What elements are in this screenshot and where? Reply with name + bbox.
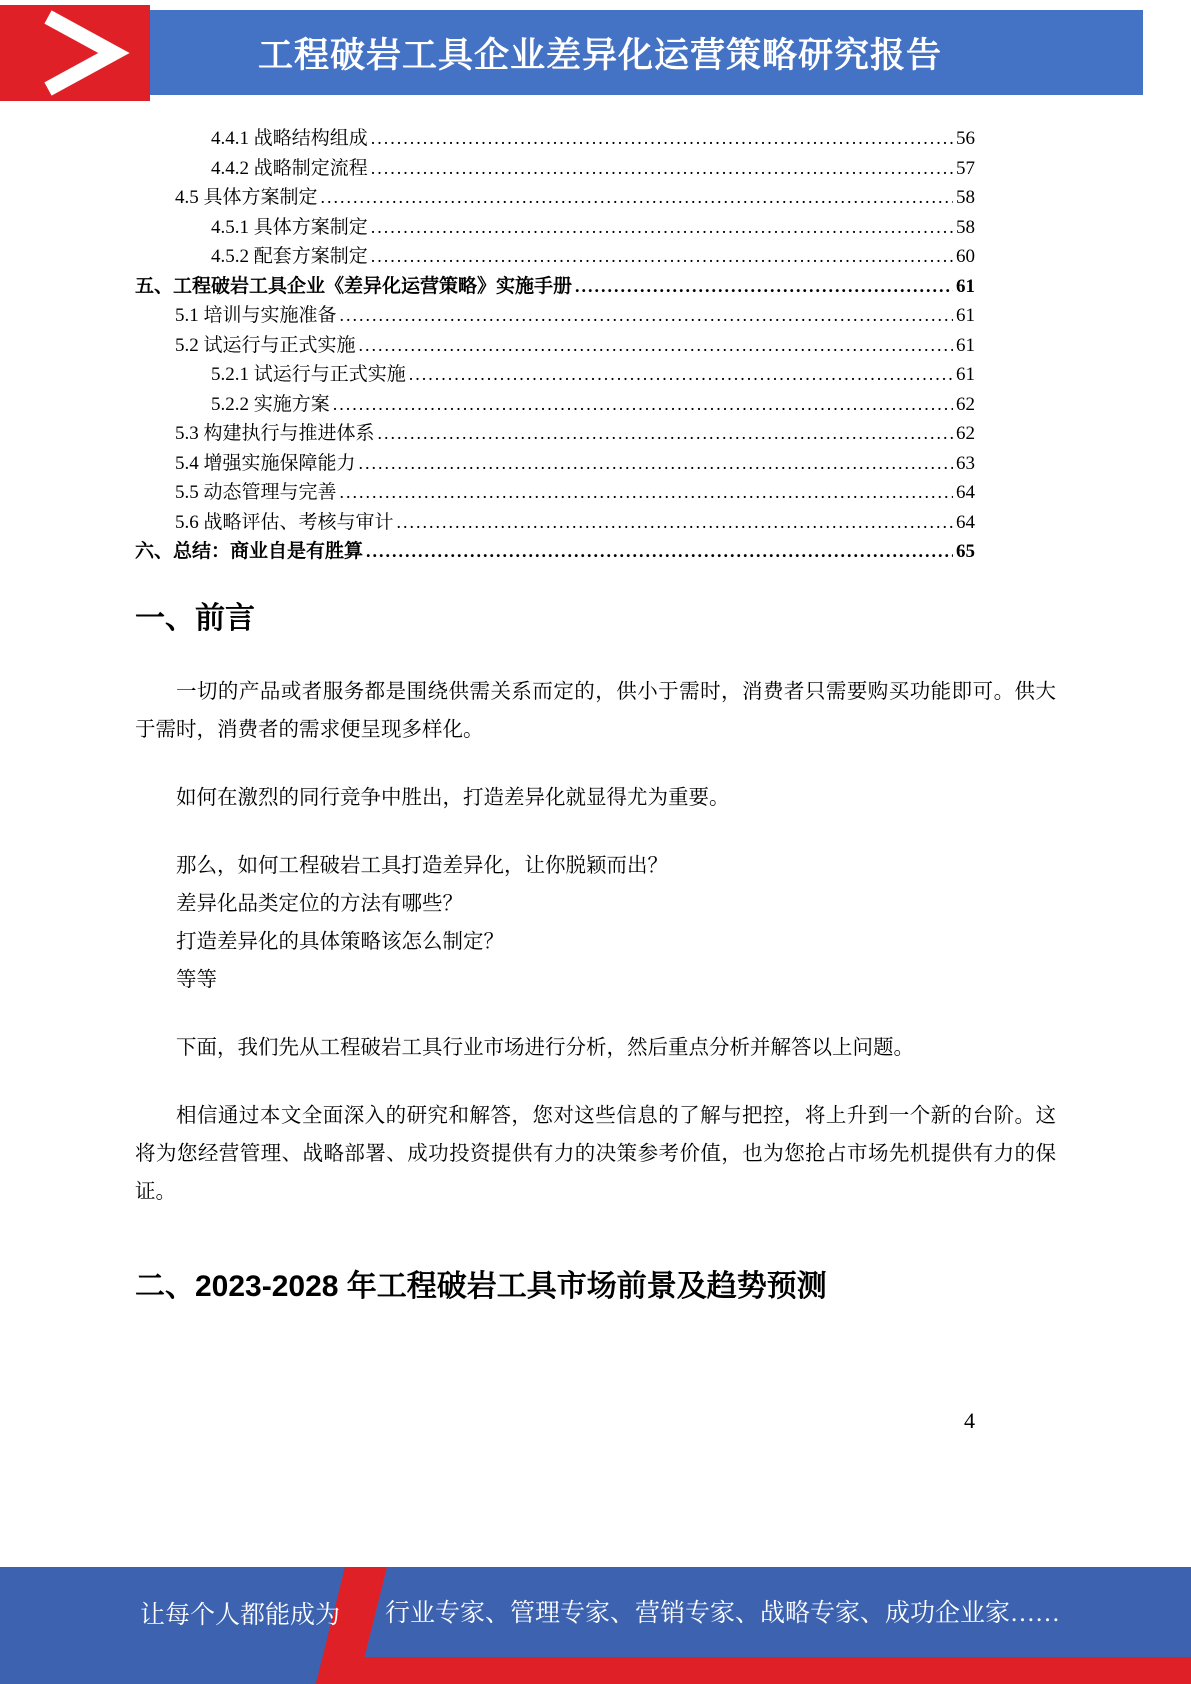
toc-dot-leader <box>409 360 953 390</box>
toc-entry-label: 4.5.2 配套方案制定 <box>211 246 368 267</box>
paragraph: 下面，我们先从工程破岩工具行业市场进行分析，然后重点分析并解答以上问题。 <box>176 1036 914 1059</box>
toc-dot-leader <box>371 242 953 272</box>
toc-entry[interactable] <box>135 390 975 420</box>
toc-entry[interactable] <box>135 419 975 449</box>
toc-entry-page: 64 <box>956 482 975 503</box>
section-heading-market: 二、2023-2028 年工程破岩工具市场前景及趋势预测 <box>135 1269 827 1303</box>
preface-paragraphs <box>135 673 1056 1211</box>
toc-dot-leader <box>371 154 953 184</box>
report-header <box>0 0 1191 112</box>
toc-entry-label: 5.3 构建执行与推进体系 <box>175 423 375 444</box>
toc <box>135 124 975 567</box>
toc-entry-page: 58 <box>956 216 975 238</box>
section-preface <box>135 601 1056 1211</box>
toc-entry-page: 57 <box>956 157 975 179</box>
page-content <box>0 112 1191 1305</box>
toc-entry-page: 63 <box>956 452 975 474</box>
toc-entry-label: 五、工程破岩工具企业《差异化运营策略》实施手册 <box>135 275 573 297</box>
toc-dot-leader <box>575 272 953 302</box>
toc-dot-leader <box>397 508 953 538</box>
toc-entry-label: 5.5 动态管理与完善 <box>175 482 337 503</box>
toc-entry[interactable] <box>135 124 975 154</box>
toc-entry-label: 5.2 试运行与正式实施 <box>175 334 356 356</box>
toc-dot-leader <box>340 301 953 331</box>
toc-entry-label: 六、总结：商业自是有胜算 <box>135 541 364 562</box>
toc-entry-page: 58 <box>956 187 975 208</box>
toc-entry-label: 4.5.1 具体方案制定 <box>211 216 368 238</box>
toc-entry[interactable] <box>135 242 975 272</box>
toc-entry-page: 61 <box>956 275 975 297</box>
toc-entry-label: 4.4.2 战略制定流程 <box>211 157 368 179</box>
toc-entry-label: 5.2.1 试运行与正式实施 <box>211 364 406 385</box>
toc-entry-page: 65 <box>956 541 975 562</box>
paragraph: 差异化品类定位的方法有哪些？ <box>176 892 463 915</box>
toc-entry[interactable] <box>135 360 975 390</box>
toc-entry-label: 5.6 战略评估、考核与审计 <box>175 511 394 533</box>
toc-entry-page: 61 <box>956 364 975 385</box>
page-number: 4 <box>964 1408 975 1433</box>
toc-entry-page: 61 <box>956 334 975 356</box>
toc-entry-label: 5.2.2 实施方案 <box>211 393 330 415</box>
toc-entry[interactable] <box>135 331 975 361</box>
toc-dot-leader <box>371 124 953 154</box>
toc-dot-leader <box>378 419 953 449</box>
paragraph: 等等 <box>176 968 217 991</box>
toc-entry-page: 64 <box>956 511 975 533</box>
toc-entry-label: 4.4.1 战略结构组成 <box>211 128 368 149</box>
toc-entry[interactable] <box>135 508 975 538</box>
toc-dot-leader <box>321 183 953 213</box>
report-title: 工程破岩工具企业差异化运营策略研究报告 <box>257 35 942 75</box>
toc-entry[interactable] <box>135 272 975 302</box>
toc-dot-leader <box>359 331 953 361</box>
footer-slogan-left: 让每个人都能成为 <box>140 1602 341 1629</box>
red-bottom-strip <box>330 1657 1191 1684</box>
toc-entry[interactable] <box>135 449 975 479</box>
paragraph: 那么，如何工程破岩工具打造差异化，让你脱颖而出？ <box>176 854 668 877</box>
footer-slogan-right: 行业专家、管理专家、营销专家、战略专家、成功企业家…… <box>385 1600 1061 1627</box>
toc-entry-label: 5.1 培训与实施准备 <box>175 305 337 326</box>
toc-dot-leader <box>371 213 953 243</box>
toc-entry[interactable] <box>135 537 975 567</box>
toc-entry-page: 62 <box>956 393 975 415</box>
toc-entry-page: 61 <box>956 305 975 326</box>
paragraph: 如何在激烈的同行竞争中胜出，打造差异化就显得尤为重要。 <box>176 786 730 809</box>
toc-entry-label: 4.5 具体方案制定 <box>175 187 318 208</box>
toc-dot-leader <box>340 478 953 508</box>
toc-dot-leader <box>333 390 953 420</box>
toc-entry-page: 62 <box>956 423 975 444</box>
toc-dot-leader <box>359 449 953 479</box>
toc-entry[interactable] <box>135 478 975 508</box>
toc-entry[interactable] <box>135 154 975 184</box>
page-footer <box>0 1567 1191 1684</box>
toc-entry[interactable] <box>135 301 975 331</box>
paragraph: 打造差异化的具体策略该怎么制定？ <box>176 930 504 953</box>
red-arrow-emblem <box>0 5 150 101</box>
toc-entry-label: 5.4 增强实施保障能力 <box>175 452 356 474</box>
toc-entry[interactable] <box>135 213 975 243</box>
section-market-outlook <box>135 1269 1056 1305</box>
toc-entry-page: 60 <box>956 246 975 267</box>
section-heading-preface: 一、前言 <box>135 601 255 635</box>
header-banner <box>57 10 1143 95</box>
toc-dot-leader <box>366 537 953 567</box>
toc-entry-page: 56 <box>956 128 975 149</box>
paragraph: 相信通过本文全面深入的研究和解答，您对这些信息的了解与把控，将上升到一个新的台阶。这将为您经营管理、战略部署、成功投资提供有力的决策参考价值，也为您抢占市场先机提供有力的保证。 <box>135 1104 1056 1203</box>
paragraph: 一切的产品或者服务都是围绕供需关系而定的，供小于需时，消费者只需要购买功能即可。供大于需时，消费者的需求便呈现多样化。 <box>135 680 1056 741</box>
chevron-right-icon <box>0 5 150 101</box>
toc-entry[interactable] <box>135 183 975 213</box>
